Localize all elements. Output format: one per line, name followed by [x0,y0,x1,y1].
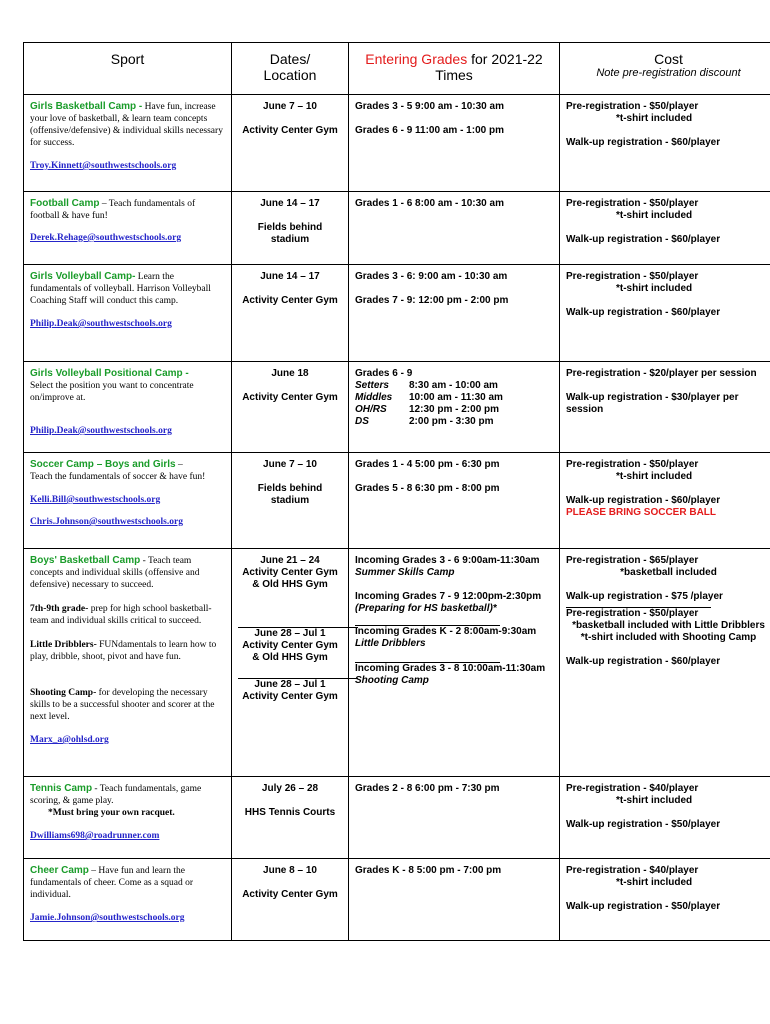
camp-title: Boys' Basketball Camp [30,555,141,566]
camp-title: Soccer Camp – Boys and Girls [30,459,176,470]
grades-cell: Grades 3 - 6: 9:00 am - 10:30 am Grades 7 - 9: 12:00 pm - 2:00 pm [349,265,560,362]
dates-cell: June 18 Activity Center Gym [232,362,349,453]
sport-cell: Soccer Camp – Boys and Girls – Teach the fundamentals of soccer & have fun! Kelli.Bill@southwestschools.org Chris.Johnson@southwestschools.org [24,453,232,549]
table-row [24,453,770,549]
cost-cell: Pre-registration - $40/player *t-shirt included Walk-up registration - $50/player [560,859,770,941]
grades-cell: Grades 6 - 9 Setters 8:30 am - 10:00 am Middles 10:00 am - 11:30 am OH/RS 12:30 pm - 2:00 pm DS 2:00 pm - 3:30 pm [349,362,560,453]
camp-title: Girls Volleyball Positional Camp - [30,368,189,379]
sport-cell: Boys' Basketball Camp - Teach team concepts and individual skills (offensive and defensive) necessary to succeed. 7th-9th grade- prep for high school basketball- team and individual skills critical to succeed. Little Dribblers- FUNdamentals to learn how to play, dribble, shoot, pivot and have fun. Shooting Camp- for developing the necessary skills to be a successful shooter and scorer at the next level. Marx_a@ohlsd.org [24,549,232,777]
camp-title: Tennis Camp [30,783,93,794]
email-link[interactable]: Philip.Deak@southwestschools.org [30,426,172,436]
cost-cell: Pre-registration - $65/player *basketball included Walk-up registration - $75 /player Pre-registration - $50/player *basketball included with Little Dribblers *t-shirt included with Shooting Camp Walk-up registration - $60/player [560,549,770,777]
soccer-ball-notice: PLEASE BRING SOCCER BALL [566,507,717,518]
grades-cell: Grades 1 - 4 5:00 pm - 6:30 pm Grades 5 - 8 6:30 pm - 8:00 pm [349,453,560,549]
sport-cell: Cheer Camp – Have fun and learn the fundamentals of cheer. Come as a squad or individual. Jamie.Johnson@southwestschools.org [24,859,232,941]
camp-schedule-table [23,42,770,941]
cost-cell: Pre-registration - $20/player per session Walk-up registration - $30/player per session [560,362,770,453]
dates-cell: June 14 – 17 Fields behind stadium [232,192,349,265]
email-link[interactable]: Philip.Deak@southwestschools.org [30,319,172,329]
camp-title: Football Camp [30,198,100,209]
grades-cell: Grades K - 8 5:00 pm - 7:00 pm [349,859,560,941]
table-row [24,777,770,859]
cost-cell: Pre-registration - $50/player *t-shirt included Walk-up registration - $60/player [560,265,770,362]
email-link[interactable]: Dwilliams698@roadrunner.com [30,831,160,841]
email-link[interactable]: Kelli.Bill@southwestschools.org [30,495,161,505]
table-row [24,549,770,777]
header-dates-location: Dates/ Location [232,43,349,95]
grades-cell: Grades 2 - 8 6:00 pm - 7:30 pm [349,777,560,859]
table-row [24,362,770,453]
cost-cell: Pre-registration - $50/player *t-shirt included Walk-up registration - $60/player [560,95,770,192]
email-link[interactable]: Chris.Johnson@southwestschools.org [30,517,183,527]
table-row [24,192,770,265]
table-row [24,265,770,362]
email-link[interactable]: Troy.Kinnett@southwestschools.org [30,161,177,171]
camp-title: Cheer Camp [30,865,89,876]
email-link[interactable]: Derek.Rehage@southwestschools.org [30,233,182,243]
sport-cell: Girls Basketball Camp - Have fun, increase your love of basketball, & learn team concepts (offensive/defensive) & individual skills necessary for success. Troy.Kinnett@southwestschools.org [24,95,232,192]
cost-cell: Pre-registration - $50/player *t-shirt included Walk-up registration - $60/player PLEASE BRING SOCCER BALL [560,453,770,549]
cost-cell: Pre-registration - $50/player *t-shirt included Walk-up registration - $60/player [560,192,770,265]
header-cost: Cost Note pre-registration discount [560,43,770,95]
camp-title: Girls Basketball Camp - [30,101,143,112]
email-link[interactable]: Jamie.Johnson@southwestschools.org [30,913,185,923]
sport-cell: Girls Volleyball Camp- Learn the fundamentals of volleyball. Harrison Volleyball Coaching Staff will conduct this camp. Philip.Deak@southwestschools.org [24,265,232,362]
grades-cell: Grades 1 - 6 8:00 am - 10:30 am [349,192,560,265]
header-grades-times: Entering Grades for 2021-22 Times [349,43,560,95]
dates-cell: July 26 – 28 HHS Tennis Courts [232,777,349,859]
dates-cell: June 21 – 24 Activity Center Gym & Old HHS Gym June 28 – Jul 1 Activity Center Gym & Old HHS Gym June 28 – Jul 1 Activity Center Gym [232,549,349,777]
header-row [24,43,770,95]
grades-cell: Incoming Grades 3 - 6 9:00am-11:30am Summer Skills Camp Incoming Grades 7 - 9 12:00pm-2:30pm (Preparing for HS basketball)* Incoming Grades K - 2 8:00am-9:30am Little Dribblers Incoming Grades 3 - 8 10:00am-11:30am Shooting Camp [349,549,560,777]
dates-cell: June 14 – 17 Activity Center Gym [232,265,349,362]
dates-cell: June 7 – 10 Activity Center Gym [232,95,349,192]
camp-title: Girls Volleyball Camp- [30,271,136,282]
sport-cell: Girls Volleyball Positional Camp - Select the position you want to concentrate on/improve at. Philip.Deak@southwestschools.org [24,362,232,453]
header-sport: Sport [24,43,232,95]
table-row [24,859,770,941]
table-row [24,95,770,192]
cost-cell: Pre-registration - $40/player *t-shirt included Walk-up registration - $50/player [560,777,770,859]
sport-cell: Football Camp – Teach fundamentals of football & have fun! Derek.Rehage@southwestschools.org [24,192,232,265]
sport-cell: Tennis Camp - Teach fundamentals, game scoring, & game play. *Must bring your own racquet. Dwilliams698@roadrunner.com [24,777,232,859]
grades-cell: Grades 3 - 5 9:00 am - 10:30 am Grades 6 - 9 11:00 am - 1:00 pm [349,95,560,192]
dates-cell: June 8 – 10 Activity Center Gym [232,859,349,941]
email-link[interactable]: Marx_a@ohlsd.org [30,735,109,745]
dates-cell: June 7 – 10 Fields behind stadium [232,453,349,549]
